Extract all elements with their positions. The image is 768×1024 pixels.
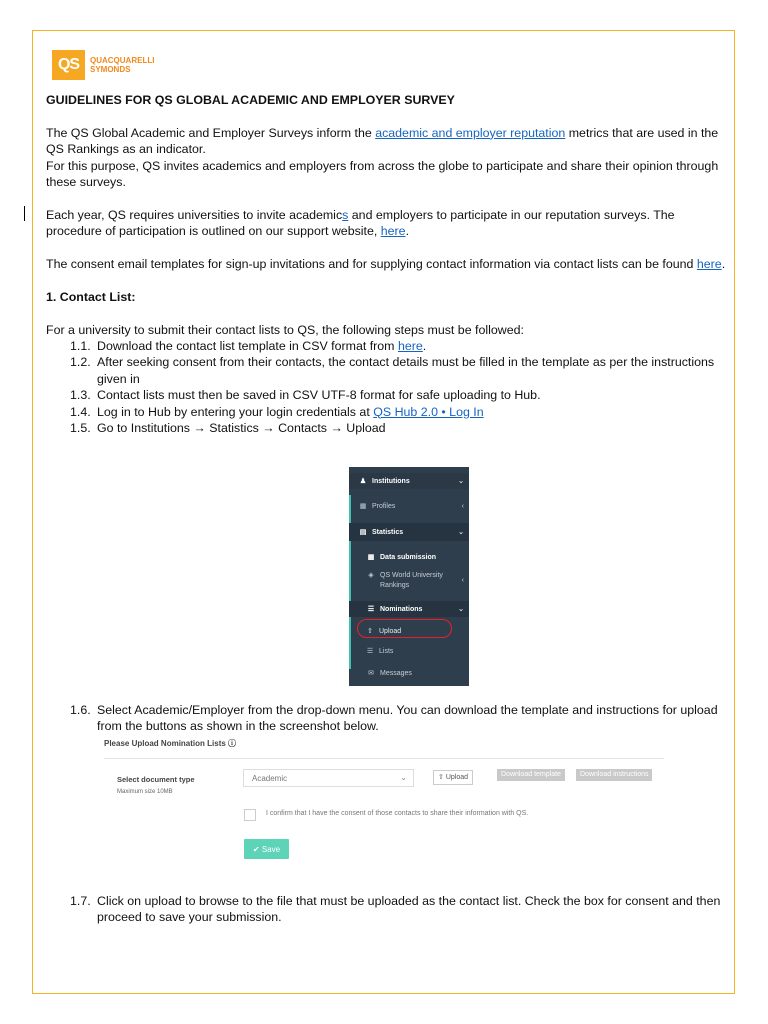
table-icon: ▦: [367, 554, 375, 561]
sidebar-label: Upload: [379, 627, 402, 635]
section-lead: For a university to submit their contact lists to QS, the following steps must be followed:: [46, 322, 524, 337]
select-value: Academic: [252, 774, 288, 783]
list-icon: ☰: [366, 648, 374, 655]
step-text: Click on upload to browse to the file that must be uploaded as the contact list. Check the box for consent and then proceed to save your submission.: [97, 894, 721, 925]
sidebar-label: Data submission: [380, 553, 437, 561]
consent-label: I confirm that I have the consent of those contacts to share their information with QS.: [266, 810, 529, 817]
step-1-7: [70, 893, 726, 926]
sidebar-item-nominations[interactable]: [349, 601, 469, 617]
sidebar-label-line: QS World University: [380, 572, 443, 579]
list-item: [70, 387, 726, 403]
chevron-left-icon: ‹: [461, 577, 464, 584]
step-text: .: [422, 339, 427, 354]
sidebar-label-line: Rankings: [380, 582, 410, 589]
step-text: After seeking consent from their contacts, the contact details must be filled in the template as per the instructions given in: [97, 355, 715, 386]
intro-text: and employers to participate in our reputation surveys. The procedure of participation is outlined on our support website,: [46, 207, 675, 239]
divider: [104, 758, 664, 759]
form-title: [104, 738, 236, 749]
intro-text: .: [405, 224, 410, 239]
sidebar-label: Statistics: [372, 528, 404, 536]
intro-paragraph-1: [46, 125, 726, 158]
cube-icon: ◈: [368, 572, 374, 579]
upload-icon: ⇧: [438, 774, 444, 781]
info-icon: ⓘ: [228, 739, 237, 748]
steps-list: [70, 338, 726, 436]
step-text: Download the contact list template in CSV format from: [97, 339, 398, 354]
sidebar-item-institutions[interactable]: [349, 473, 469, 489]
chevron-down-icon: ⌄: [458, 478, 464, 485]
red-highlight-circle: [357, 619, 452, 638]
list-item: [70, 893, 726, 926]
support-website-link[interactable]: here: [380, 224, 406, 239]
intro-text: The QS Global Academic and Employer Surveys inform the: [46, 125, 376, 140]
qs-logo-mark: QS: [52, 50, 85, 80]
list-item: [70, 420, 726, 436]
step-number: 1.2.: [70, 355, 91, 370]
check-circle-icon: ✔: [252, 844, 260, 854]
tracked-change: s: [342, 207, 349, 222]
list-item: [70, 338, 726, 354]
step-number: 1.5.: [70, 421, 91, 436]
sidebar-item-messages[interactable]: [349, 665, 469, 681]
intro-paragraph-4: [46, 256, 726, 272]
sidebar-label: Institutions: [372, 477, 410, 485]
download-template-button[interactable]: Download template: [497, 769, 565, 781]
document-body: [46, 92, 726, 436]
intro-text: .: [721, 257, 726, 272]
reputation-link[interactable]: academic and employer reputation: [375, 125, 566, 140]
chevron-down-icon: ⌄: [400, 773, 407, 782]
logo-line-2: SYMONDS: [90, 65, 131, 74]
text-cursor: [24, 206, 25, 221]
step-text: Go to Institutions → Statistics → Contacts → Upload: [97, 421, 386, 436]
section-heading-contact-list: 1. Contact List:: [46, 289, 136, 304]
sidebar-label: [380, 571, 443, 591]
sidebar-item-profiles[interactable]: [349, 498, 469, 514]
csv-template-link[interactable]: here: [397, 339, 423, 354]
document-type-label: Select document type: [117, 775, 195, 784]
list-item: [70, 354, 726, 387]
intro-text: Each year, QS requires universities to invite academic: [46, 207, 343, 222]
upload-icon: ⇧: [367, 628, 373, 635]
max-size-note: Maximum size 10MB: [117, 789, 173, 795]
sidebar-item-lists[interactable]: [349, 643, 469, 659]
button-label: Upload: [445, 774, 469, 781]
step-number: 1.1.: [70, 339, 91, 354]
intro-text: metrics that are used in the QS Rankings as an indicator.: [46, 125, 719, 157]
save-button[interactable]: [244, 839, 289, 859]
logo-line-1: QUACQUARELLI: [90, 56, 155, 65]
sidebar-item-statistics[interactable]: [349, 523, 469, 541]
step-text: Log in to Hub by entering your login credentials at: [97, 404, 374, 419]
document-type-select[interactable]: [243, 769, 414, 787]
intro-paragraph-3: [46, 207, 726, 240]
step-text: Contact lists must then be saved in CSV UTF-8 format for safe uploading to Hub.: [97, 388, 541, 403]
chevron-left-icon: ‹: [461, 502, 464, 510]
qs-hub-login-link[interactable]: QS Hub 2.0 • Log In: [373, 404, 484, 419]
bar-chart-icon: ▤: [359, 529, 367, 536]
sidebar-item-rankings[interactable]: [349, 571, 469, 593]
step-number: 1.3.: [70, 388, 91, 403]
sidebar-label: Profiles: [372, 502, 396, 510]
consent-templates-link[interactable]: here: [696, 257, 722, 272]
upload-form-screenshot: [104, 738, 669, 868]
download-instructions-button[interactable]: Download instructions: [576, 769, 652, 781]
envelope-icon: ✉: [368, 670, 374, 677]
user-icon: ♟: [359, 478, 367, 485]
profile-icon: ▦: [359, 503, 367, 510]
button-label: Save: [261, 844, 281, 854]
sidebar-item-data-submission[interactable]: [349, 549, 469, 565]
consent-checkbox[interactable]: [244, 809, 256, 821]
qs-logo-text: [90, 56, 154, 74]
sidebar-label: Nominations: [380, 605, 423, 613]
step-text: Select Academic/Employer from the drop-down menu. You can download the template and instructions for upload from the buttons as shown in the screenshot below.: [97, 703, 718, 734]
intro-paragraph-2: For this purpose, QS invites academics and employers from across the globe to participate and share their opinion through these surveys.: [46, 158, 719, 190]
sidebar-label: Messages: [380, 669, 412, 677]
document-title: GUIDELINES FOR QS GLOBAL ACADEMIC AND EMPLOYER SURVEY: [46, 93, 455, 107]
sidebar-label: Lists: [379, 647, 394, 655]
intro-text: The consent email templates for sign-up invitations and for supplying contact information via contact lists can be found: [46, 257, 697, 272]
list-item: [70, 702, 726, 735]
hub-sidebar-screenshot: [349, 467, 469, 686]
chevron-down-icon: ⌄: [458, 529, 464, 536]
step-number: 1.7.: [70, 894, 91, 908]
qs-logo: [52, 50, 154, 80]
upload-button[interactable]: [433, 770, 473, 785]
step-number: 1.4.: [70, 404, 91, 419]
step-1-6: [70, 702, 726, 735]
list-item: [70, 404, 726, 420]
list-icon: ☰: [367, 606, 375, 613]
chevron-down-icon: ⌄: [458, 606, 464, 613]
step-number: 1.6.: [70, 703, 91, 717]
form-title-text: Please Upload Nomination Lists: [104, 739, 226, 748]
